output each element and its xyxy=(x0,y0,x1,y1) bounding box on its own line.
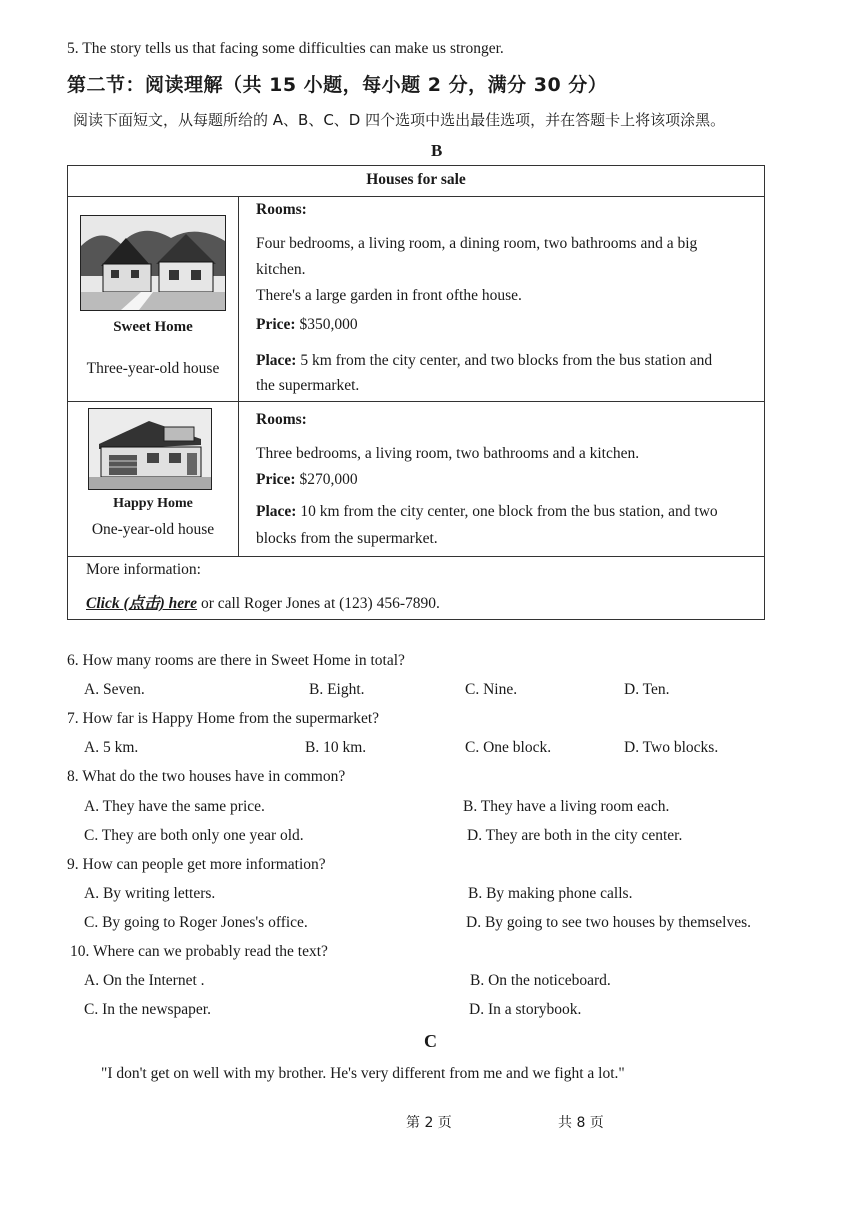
question-6-option-d[interactable]: D. Ten. xyxy=(624,681,670,698)
table-header: Houses for sale xyxy=(366,171,466,188)
place-text: 5 km from the city center, and two blocks from the bus station and xyxy=(300,352,713,369)
passage-c-first-line: "I don't get on well with my brother. He's very different from me and we fight a lot." xyxy=(101,1065,625,1082)
sweet-home-rooms-line2: kitchen. xyxy=(256,261,306,278)
question-6-option-b[interactable]: B. Eight. xyxy=(309,681,365,698)
price-label: Price: xyxy=(256,316,296,333)
sweet-home-image xyxy=(80,215,226,311)
price-label: Price: xyxy=(256,471,296,488)
contact-text: or call Roger Jones at (123) 456-7890. xyxy=(197,595,440,612)
houses-for-sale-table xyxy=(67,165,765,620)
question-10-stem: 10. Where can we probably read the text? xyxy=(70,943,328,960)
passage-c-letter: C xyxy=(424,1031,437,1051)
section-instruction: 阅读下面短文，从每题所给的 A、B、C、D 四个选项中选出最佳选项，并在答题卡上将该项涂黑。 xyxy=(73,111,726,129)
happy-home-age: One-year-old house xyxy=(91,521,215,538)
sweet-home-price xyxy=(256,316,358,334)
question-8-option-c[interactable]: C. They are both only one year old. xyxy=(84,827,304,844)
sweet-home-age: Three-year-old house xyxy=(86,360,220,377)
place-label: Place: xyxy=(256,503,297,520)
question-8-option-a[interactable]: A. They have the same price. xyxy=(84,798,265,815)
sweet-home-rooms-line1: Four bedrooms, a living room, a dining room, two bathrooms and a big xyxy=(256,235,698,252)
sweet-home-place-line2: the supermarket. xyxy=(256,377,360,394)
question-9-option-b[interactable]: B. By making phone calls. xyxy=(468,885,633,902)
sweet-home-extra: There's a large garden in front ofthe house. xyxy=(256,287,522,304)
happy-home-price xyxy=(256,471,358,489)
sweet-home-place-line1 xyxy=(256,352,712,370)
price-value: $270,000 xyxy=(299,471,358,488)
sweet-home-rooms-label: Rooms: xyxy=(256,201,307,218)
question-7-stem: 7. How far is Happy Home from the supermarket? xyxy=(67,710,380,727)
place-text: 10 km from the city center, one block from the bus station, and two xyxy=(300,503,718,520)
top-statement: 5. The story tells us that facing some difficulties can make us stronger. xyxy=(67,40,504,57)
question-7-option-a[interactable]: A. 5 km. xyxy=(84,739,139,756)
section-title: 第二节：阅读理解（共 15 小题，每小题 2 分，满分 30 分） xyxy=(67,74,608,96)
question-9-option-d[interactable]: D. By going to see two houses by themselves. xyxy=(466,914,752,931)
happy-home-place-line1 xyxy=(256,503,718,521)
question-8-option-d[interactable]: D. They are both in the city center. xyxy=(467,827,683,844)
question-7-option-c[interactable]: C. One block. xyxy=(465,739,552,756)
place-label: Place: xyxy=(256,352,297,369)
question-6-stem: 6. How many rooms are there in Sweet Home in total? xyxy=(67,652,405,669)
question-10-option-d[interactable]: D. In a storybook. xyxy=(469,1001,582,1018)
sweet-home-name: Sweet Home xyxy=(113,319,193,335)
happy-home-place-line2: blocks from the supermarket. xyxy=(256,530,438,547)
question-9-stem: 9. How can people get more information? xyxy=(67,856,326,873)
more-info-label: More information: xyxy=(86,561,201,578)
question-8-stem: 8. What do the two houses have in common? xyxy=(67,768,346,785)
click-here-link[interactable]: Click (点击) here xyxy=(86,595,198,612)
question-6-option-a[interactable]: A. Seven. xyxy=(84,681,145,698)
passage-b-letter: B xyxy=(431,141,443,160)
question-9-option-c[interactable]: C. By going to Roger Jones's office. xyxy=(84,914,308,931)
question-6-option-c[interactable]: C. Nine. xyxy=(465,681,518,698)
question-10-option-c[interactable]: C. In the newspaper. xyxy=(84,1001,211,1018)
question-7-option-b[interactable]: B. 10 km. xyxy=(305,739,367,756)
happy-home-rooms-line1: Three bedrooms, a living room, two bathrooms and a kitchen. xyxy=(256,445,640,462)
question-7-option-d[interactable]: D. Two blocks. xyxy=(624,739,719,756)
question-9-option-a[interactable]: A. By writing letters. xyxy=(84,885,216,902)
happy-home-name: Happy Home xyxy=(113,496,193,511)
page-total: 共 8 页 xyxy=(558,1115,604,1131)
question-8-option-b[interactable]: B. They have a living room each. xyxy=(463,798,670,815)
happy-home-rooms-label: Rooms: xyxy=(256,411,307,428)
question-10-option-b[interactable]: B. On the noticeboard. xyxy=(470,972,611,989)
contact-line xyxy=(86,591,440,613)
page-number: 第 2 页 xyxy=(406,1115,452,1131)
happy-home-image xyxy=(88,408,212,490)
price-value: $350,000 xyxy=(299,316,358,333)
question-10-option-a[interactable]: A. On the Internet . xyxy=(84,972,205,989)
